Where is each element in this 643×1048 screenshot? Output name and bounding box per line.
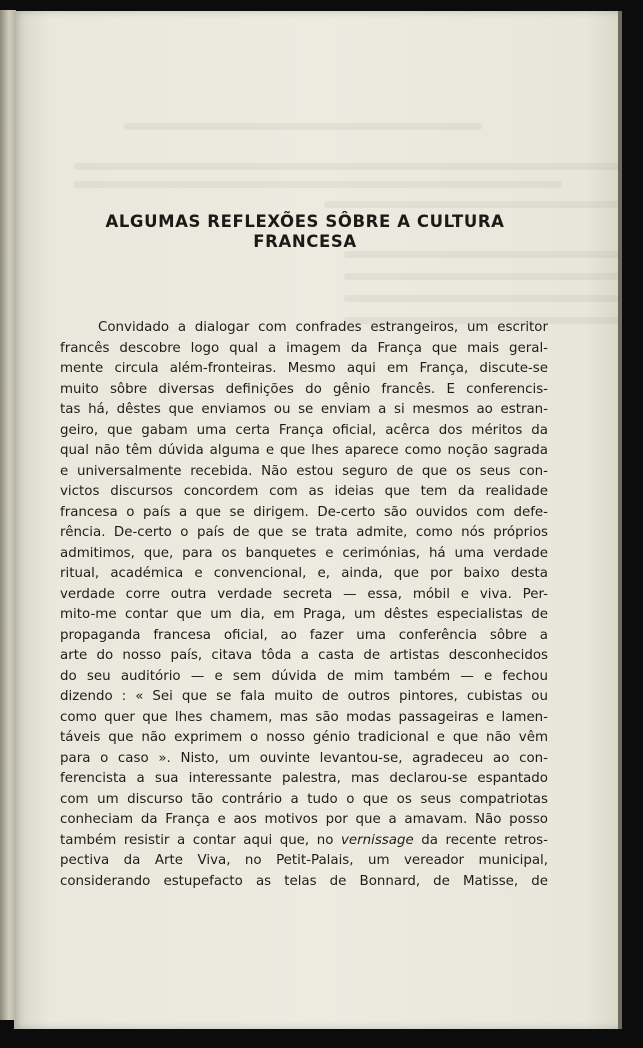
- body-line: francesa o país a que se dirigem. De-certo são ouvidos com defe-: [60, 504, 548, 520]
- chapter-title-line: FRANCESA: [253, 232, 357, 251]
- body-line: victos discursos concordem com as ideias que tem da realidade: [60, 484, 548, 499]
- body-line: para o caso ». Nisto, um ouvinte levantou-se, agradeceu ao con-: [60, 750, 548, 766]
- chapter-title: [62, 212, 548, 252]
- body-paragraph: [60, 318, 548, 892]
- page-right-edge: [618, 11, 622, 1029]
- body-line: mente circula além-fronteiras. Mesmo aqui em França, discute-se: [60, 361, 548, 376]
- body-line: ritual, académica e convencional, e, ainda, que por baixo desta: [60, 566, 548, 581]
- chapter-title-line: ALGUMAS REFLEXÕES SÔBRE A CULTURA: [105, 212, 505, 231]
- bleed-line: [344, 295, 622, 302]
- body-line: como quer que lhes chamem, mas são modas passageiras e lamen-: [60, 709, 548, 725]
- bleed-line: [344, 251, 622, 258]
- body-line: táveis que não exprimem o nosso génio tradicional e que não vêm: [60, 730, 548, 745]
- bleed-line: [74, 163, 622, 170]
- body-line: conheciam da França e aos motivos por que a amavam. Não posso: [60, 812, 548, 827]
- body-line: francês descobre logo qual a imagem da França que mais geral-: [60, 340, 548, 356]
- body-line: qual não têm dúvida alguma e que lhes aparece como noção sagrada: [60, 443, 548, 458]
- body-line: mito-me contar que um dia, em Praga, um dêstes especialistas de: [60, 607, 548, 622]
- body-line: verdade corre outra verdade secreta — essa, móbil e viva. Per-: [60, 586, 548, 602]
- body-line: pectiva da Arte Viva, no Petit-Palais, um vereador municipal,: [60, 853, 548, 868]
- italic-term: vernissage: [340, 832, 414, 848]
- body-line: e universalmente recebida. Não estou seguro de que os seus con-: [60, 463, 548, 479]
- bleed-line: [124, 123, 482, 130]
- body-line: geiro, que gabam uma certa França oficial, acêrca dos méritos da: [60, 422, 548, 438]
- bleed-line: [324, 201, 622, 208]
- body-line: dizendo : « Sei que se fala muito de outros pintores, cubistas ou: [60, 689, 548, 704]
- bleed-line: [344, 273, 622, 280]
- body-line-end: da recente retros-: [413, 832, 548, 848]
- body-line: ferencista a sua interessante palestra, mas declarou-se espantado: [60, 771, 548, 786]
- body-line-start: também resistir a contar aqui que, no: [60, 832, 341, 848]
- body-line: arte do nosso país, citava tôda a casta de artistas desconhecidos: [60, 648, 548, 663]
- body-line: Convidado a dialogar com confrades estrangeiros, um escritor: [98, 320, 548, 335]
- body-line: considerando estupefacto as telas de Bonnard, de Matisse, de: [60, 873, 548, 889]
- body-line: admitimos, que, para os banquetes e cerimónias, há uma verdade: [60, 545, 548, 561]
- body-line: rência. De-certo o país de que se trata admite, como nós próprios: [60, 525, 548, 540]
- body-line: propaganda francesa oficial, ao fazer uma conferência sôbre a: [60, 627, 548, 643]
- body-line: tas há, dêstes que enviamos ou se enviam a si mesmos ao estran-: [60, 402, 548, 417]
- body-line-with-italic: [60, 831, 548, 852]
- bleed-line: [74, 181, 562, 188]
- body-line: muito sôbre diversas definições do gênio francês. E conferencis-: [60, 381, 548, 397]
- body-line: com um discurso tão contrário a tudo o que os seus compatriotas: [60, 791, 548, 807]
- body-line: do seu auditório — e sem dúvida de mim também — e fechou: [60, 668, 548, 684]
